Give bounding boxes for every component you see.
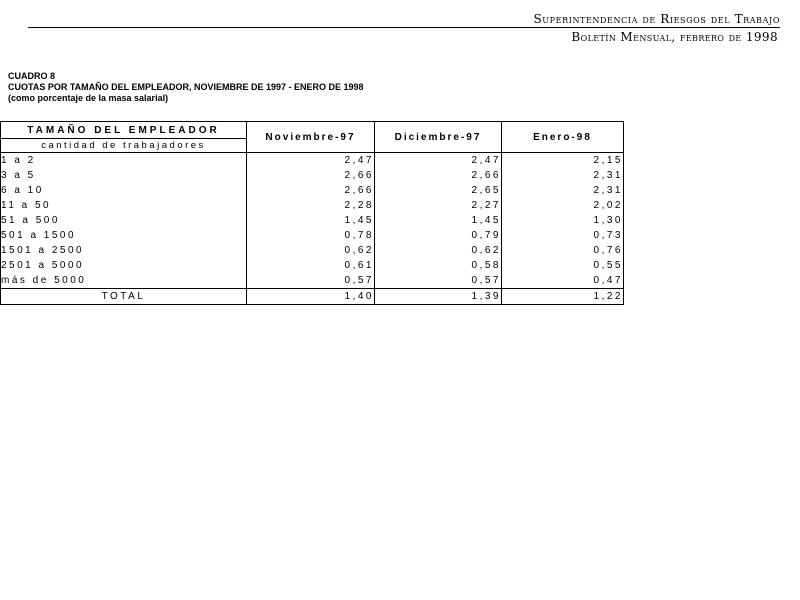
- row-label: 2501 a 5000: [1, 258, 247, 273]
- cell-november: 0,61: [247, 258, 375, 273]
- row-label: 1 a 2: [1, 153, 247, 169]
- cell-january: 2,15: [502, 153, 624, 169]
- row-label: 501 a 1500: [1, 228, 247, 243]
- cell-december: 1,45: [375, 213, 502, 228]
- quota-table: [0, 121, 624, 305]
- organization-name: Superintendencia de Riesgos del Trabajo: [533, 12, 780, 26]
- cell-december: 2,66: [375, 168, 502, 183]
- cell-january: 2,02: [502, 198, 624, 213]
- row-label: 3 a 5: [1, 168, 247, 183]
- total-december: 1,39: [375, 289, 502, 305]
- table-row: [1, 183, 624, 198]
- table-subtitle: (como porcentaje de la masa salarial): [8, 93, 169, 103]
- worker-count-subheader: cantidad de trabajadores: [1, 139, 247, 153]
- cell-november: 0,62: [247, 243, 375, 258]
- table-row: [1, 228, 624, 243]
- cell-november: 2,28: [247, 198, 375, 213]
- header-rule: [28, 27, 780, 28]
- table-row: [1, 198, 624, 213]
- column-header-january: Enero-98: [502, 122, 624, 153]
- cell-december: 0,62: [375, 243, 502, 258]
- table-row: [1, 258, 624, 273]
- total-november: 1,40: [247, 289, 375, 305]
- row-label: 11 a 50: [1, 198, 247, 213]
- table-number: CUADRO 8: [8, 71, 56, 81]
- cell-november: 0,78: [247, 228, 375, 243]
- employer-size-header: TAMAÑO DEL EMPLEADOR: [1, 122, 247, 139]
- table-row: [1, 273, 624, 289]
- cell-january: 0,47: [502, 273, 624, 289]
- cell-november: 2,66: [247, 168, 375, 183]
- cell-january: 0,73: [502, 228, 624, 243]
- cell-january: 0,55: [502, 258, 624, 273]
- cell-november: 2,47: [247, 153, 375, 169]
- cell-january: 0,76: [502, 243, 624, 258]
- total-january: 1,22: [502, 289, 624, 305]
- cell-january: 1,30: [502, 213, 624, 228]
- row-label: más de 5000: [1, 273, 247, 289]
- table-row: [1, 168, 624, 183]
- cell-november: 1,45: [247, 213, 375, 228]
- cell-december: 0,79: [375, 228, 502, 243]
- cell-november: 2,66: [247, 183, 375, 198]
- row-label: 1501 a 2500: [1, 243, 247, 258]
- cell-december: 2,27: [375, 198, 502, 213]
- cell-december: 2,47: [375, 153, 502, 169]
- cell-january: 2,31: [502, 168, 624, 183]
- table-row: [1, 243, 624, 258]
- table-row: [1, 153, 624, 169]
- row-label: 51 a 500: [1, 213, 247, 228]
- table-title: CUOTAS POR TAMAÑO DEL EMPLEADOR, NOVIEMBRE DE 1997 - ENERO DE 1998: [8, 82, 364, 92]
- table-row: [1, 213, 624, 228]
- cell-november: 0,57: [247, 273, 375, 289]
- row-label: 6 a 10: [1, 183, 247, 198]
- column-header-december: Diciembre-97: [375, 122, 502, 153]
- table-header-row: [1, 122, 624, 139]
- bulletin-title: Boletín Mensual, febrero de 1998: [571, 30, 778, 44]
- cell-january: 2,31: [502, 183, 624, 198]
- table-caption: [8, 71, 364, 104]
- cell-december: 0,58: [375, 258, 502, 273]
- column-header-november: Noviembre-97: [247, 122, 375, 153]
- total-row: [1, 289, 624, 305]
- total-label: TOTAL: [1, 289, 247, 305]
- cell-december: 0,57: [375, 273, 502, 289]
- cell-december: 2,65: [375, 183, 502, 198]
